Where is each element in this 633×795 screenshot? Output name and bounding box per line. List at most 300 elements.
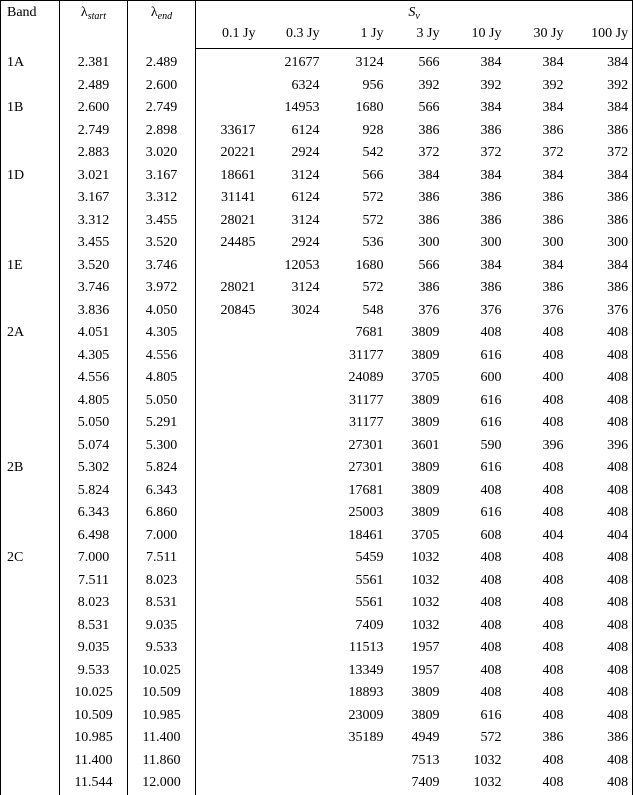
flux-value-cell: [196, 97, 260, 120]
flux-value-cell: 408: [568, 570, 633, 593]
band-cell: 1E: [1, 255, 60, 278]
band-cell: 2B: [1, 457, 60, 480]
flux-value-cell: 384: [480, 100, 502, 116]
lambda-end-cell: 10.025: [128, 660, 196, 683]
flux-value-cell: 12053: [284, 257, 320, 273]
band-cell: [1, 660, 60, 683]
flux-value-cell: [324, 772, 388, 795]
flux-value-cell: 23009: [348, 707, 384, 723]
flux-value-cell: [196, 637, 260, 660]
lambda-end-subscript: end: [157, 11, 173, 22]
flux-value-cell: 31177: [349, 347, 384, 363]
lambda-end-cell: 9.533: [128, 637, 196, 660]
flux-value-cell: 372: [418, 145, 440, 161]
table-row: [1, 547, 633, 570]
flux-value-cell: 384: [542, 100, 564, 116]
flux-value-cell: 21677: [284, 55, 320, 71]
lambda-end-cell: 3.020: [128, 142, 196, 165]
flux-value-cell: [260, 637, 324, 660]
flux-value-cell: 1032: [411, 550, 440, 566]
flux-value-cell: 2924: [291, 235, 320, 251]
flux-value-cell: [260, 345, 324, 368]
flux-value-cell: 18893: [348, 685, 384, 701]
lambda-start-symbol: λ: [80, 5, 88, 20]
table-row: [1, 165, 633, 188]
flux-value-cell: [196, 615, 260, 638]
lambda-end-cell: 3.455: [128, 210, 196, 233]
flux-value-cell: 6124: [291, 122, 320, 138]
band-cell: [1, 210, 60, 233]
flux-value-cell: [260, 390, 324, 413]
table-row: [1, 255, 633, 278]
header-flux-0-1jy: 0.1 Jy: [196, 26, 260, 49]
lambda-start-cell: 4.556: [60, 367, 128, 390]
flux-value-cell: 6324: [291, 77, 320, 93]
lambda-start-cell: 9.035: [60, 637, 128, 660]
table-row: [1, 682, 633, 705]
flux-value-cell: 386: [568, 727, 633, 750]
flux-value-cell: 408: [568, 390, 633, 413]
lambda-start-cell: 3.836: [60, 300, 128, 323]
band-cell: [1, 682, 60, 705]
flux-value-cell: 392: [568, 75, 633, 98]
lambda-end-cell: 12.000: [128, 772, 196, 795]
flux-value-cell: 384: [480, 257, 502, 273]
flux-value-cell: 616: [480, 505, 502, 521]
flux-value-cell: 408: [480, 685, 502, 701]
header-flux-30jy: 30 Jy: [506, 26, 568, 49]
flux-value-cell: 2924: [291, 145, 320, 161]
flux-value-cell: [196, 49, 260, 75]
band-cell: 1D: [1, 165, 60, 188]
flux-value-cell: 408: [568, 682, 633, 705]
flux-value-cell: 928: [362, 122, 384, 138]
flux-value-cell: 18661: [220, 167, 256, 183]
flux-value-cell: 376: [542, 302, 564, 318]
lambda-start-cell: 2.381: [60, 49, 128, 75]
flux-value-cell: 408: [542, 550, 564, 566]
flux-value-cell: 566: [418, 100, 440, 116]
table-row: [1, 345, 633, 368]
flux-value-cell: 3124: [291, 167, 320, 183]
flux-value-cell: 3705: [411, 527, 440, 543]
lambda-start-cell: 7.000: [60, 547, 128, 570]
band-cell: [1, 480, 60, 503]
table-row: [1, 705, 633, 728]
flux-value-cell: 386: [542, 122, 564, 138]
flux-value-cell: [196, 435, 260, 458]
flux-value-cell: 408: [480, 482, 502, 498]
flux-value-cell: 300: [542, 235, 564, 251]
flux-value-cell: 408: [568, 750, 633, 773]
flux-value-cell: 1032: [473, 752, 502, 768]
flux-value-cell: 3705: [411, 370, 440, 386]
flux-value-cell: [196, 367, 260, 390]
flux-value-cell: 13349: [348, 662, 384, 678]
lambda-start-cell: 2.749: [60, 120, 128, 143]
flux-value-cell: [260, 457, 324, 480]
flux-value-cell: 408: [542, 617, 564, 633]
lambda-end-cell: 4.050: [128, 300, 196, 323]
flux-value-cell: 566: [418, 257, 440, 273]
lambda-end-cell: 5.300: [128, 435, 196, 458]
flux-value-cell: 3124: [355, 55, 384, 71]
lambda-end-cell: 8.023: [128, 570, 196, 593]
lambda-end-cell: 3.520: [128, 232, 196, 255]
lambda-end-cell: 11.860: [128, 750, 196, 773]
flux-value-cell: 384: [480, 167, 502, 183]
flux-value-cell: 20845: [220, 302, 256, 318]
flux-value-cell: 392: [542, 77, 564, 93]
flux-value-cell: 536: [362, 235, 384, 251]
band-cell: [1, 142, 60, 165]
flux-value-cell: 408: [480, 617, 502, 633]
flux-value-cell: 28021: [220, 212, 256, 228]
band-cell: [1, 75, 60, 98]
flux-value-cell: 5561: [355, 595, 384, 611]
lambda-start-cell: 3.312: [60, 210, 128, 233]
flux-value-cell: 1957: [411, 640, 440, 656]
lambda-start-cell: 3.167: [60, 187, 128, 210]
flux-value-cell: 3601: [411, 437, 440, 453]
flux-value-cell: 18461: [348, 527, 384, 543]
flux-value-cell: 7681: [355, 325, 384, 341]
lambda-start-cell: 8.023: [60, 592, 128, 615]
table-row: [1, 367, 633, 390]
flux-value-cell: 376: [418, 302, 440, 318]
flux-value-cell: 396: [542, 437, 564, 453]
band-cell: [1, 637, 60, 660]
lambda-end-cell: 11.400: [128, 727, 196, 750]
lambda-end-cell: 10.509: [128, 682, 196, 705]
flux-value-cell: 572: [480, 730, 502, 746]
flux-value-cell: [196, 75, 260, 98]
flux-value-cell: 392: [418, 77, 440, 93]
band-cell: 2C: [1, 547, 60, 570]
flux-value-cell: 300: [568, 232, 633, 255]
band-cell: [1, 300, 60, 323]
flux-value-cell: [260, 435, 324, 458]
flux-value-cell: 27301: [348, 460, 384, 476]
lambda-end-symbol: λ: [150, 5, 158, 20]
flux-value-cell: 300: [418, 235, 440, 251]
flux-value-cell: 408: [542, 595, 564, 611]
flux-value-cell: 384: [568, 49, 633, 75]
band-cell: 1B: [1, 97, 60, 120]
flux-value-cell: 1032: [411, 572, 440, 588]
flux-value-cell: 548: [362, 302, 384, 318]
flux-value-cell: 3809: [411, 460, 440, 476]
band-cell: [1, 705, 60, 728]
lambda-end-cell: 7.511: [128, 547, 196, 570]
flux-value-cell: [196, 705, 260, 728]
lambda-start-cell: 11.400: [60, 750, 128, 773]
flux-value-cell: 386: [418, 190, 440, 206]
band-cell: [1, 120, 60, 143]
table-body: [1, 49, 633, 795]
flux-value-cell: [196, 547, 260, 570]
flux-value-cell: 7513: [411, 752, 440, 768]
flux-value-cell: 31141: [221, 190, 256, 206]
flux-value-cell: 1032: [473, 775, 502, 791]
flux-value-cell: 408: [542, 415, 564, 431]
band-cell: [1, 277, 60, 300]
lambda-end-cell: 2.600: [128, 75, 196, 98]
table-row: [1, 637, 633, 660]
lambda-start-cell: 6.498: [60, 525, 128, 548]
flux-value-cell: 542: [362, 145, 384, 161]
table-row: [1, 277, 633, 300]
lambda-end-cell: 3.972: [128, 277, 196, 300]
band-cell: 1A: [1, 49, 60, 75]
flux-value-cell: [196, 390, 260, 413]
flux-value-cell: [196, 255, 260, 278]
lambda-end-cell: 9.035: [128, 615, 196, 638]
flux-value-cell: 3124: [291, 280, 320, 296]
flux-value-cell: 3124: [291, 212, 320, 228]
flux-value-cell: 384: [568, 165, 633, 188]
flux-value-cell: 404: [568, 525, 633, 548]
flux-value-cell: 384: [568, 255, 633, 278]
flux-value-cell: 386: [542, 212, 564, 228]
flux-value-cell: 4949: [411, 730, 440, 746]
flux-symbol: S: [408, 5, 416, 20]
flux-value-cell: 31177: [349, 415, 384, 431]
table-row: [1, 457, 633, 480]
flux-value-cell: 27301: [348, 437, 384, 453]
flux-value-cell: 408: [568, 367, 633, 390]
flux-value-cell: [260, 367, 324, 390]
flux-value-cell: 408: [542, 640, 564, 656]
flux-value-cell: 590: [480, 437, 502, 453]
flux-value-cell: 7409: [411, 775, 440, 791]
flux-value-cell: 20221: [220, 145, 256, 161]
flux-value-cell: 386: [542, 280, 564, 296]
lambda-start-cell: 4.805: [60, 390, 128, 413]
flux-value-cell: 376: [480, 302, 502, 318]
flux-value-cell: [196, 570, 260, 593]
flux-value-cell: 31177: [349, 392, 384, 408]
lambda-end-cell: 4.805: [128, 367, 196, 390]
flux-value-cell: 408: [542, 572, 564, 588]
flux-value-cell: [196, 322, 260, 345]
lambda-end-cell: 8.531: [128, 592, 196, 615]
flux-value-cell: 3809: [411, 392, 440, 408]
flux-value-cell: [196, 592, 260, 615]
flux-value-cell: 24485: [220, 235, 256, 251]
band-cell: [1, 435, 60, 458]
lambda-start-cell: 2.600: [60, 97, 128, 120]
flux-value-cell: 1032: [411, 617, 440, 633]
flux-value-cell: 384: [542, 167, 564, 183]
flux-value-cell: [260, 322, 324, 345]
lambda-start-cell: 9.533: [60, 660, 128, 683]
flux-value-cell: 386: [418, 280, 440, 296]
lambda-end-cell: 6.860: [128, 502, 196, 525]
flux-value-cell: 1032: [411, 595, 440, 611]
flux-value-cell: 400: [542, 370, 564, 386]
flux-value-cell: 384: [480, 55, 502, 71]
flux-value-cell: 600: [480, 370, 502, 386]
flux-value-cell: 572: [362, 190, 384, 206]
flux-value-cell: 408: [568, 502, 633, 525]
flux-value-cell: 408: [542, 707, 564, 723]
flux-value-cell: 384: [542, 257, 564, 273]
lambda-end-cell: 5.291: [128, 412, 196, 435]
flux-value-cell: 3809: [411, 505, 440, 521]
lambda-start-cell: 10.985: [60, 727, 128, 750]
flux-value-cell: [196, 772, 260, 795]
flux-value-cell: 11513: [349, 640, 384, 656]
flux-value-cell: 5561: [355, 572, 384, 588]
flux-value-cell: 386: [418, 212, 440, 228]
lambda-start-cell: 10.025: [60, 682, 128, 705]
flux-value-cell: [196, 682, 260, 705]
flux-value-cell: 408: [542, 482, 564, 498]
table-row: [1, 615, 633, 638]
flux-value-cell: 386: [480, 190, 502, 206]
lambda-start-cell: 3.746: [60, 277, 128, 300]
flux-value-cell: 372: [568, 142, 633, 165]
flux-value-cell: 3809: [411, 415, 440, 431]
flux-value-cell: [196, 457, 260, 480]
flux-value-cell: 408: [568, 592, 633, 615]
flux-value-cell: 408: [568, 615, 633, 638]
flux-value-cell: 408: [542, 662, 564, 678]
flux-value-cell: 956: [362, 77, 384, 93]
flux-value-cell: 408: [568, 412, 633, 435]
lambda-end-cell: 7.000: [128, 525, 196, 548]
flux-value-cell: 33617: [220, 122, 256, 138]
flux-subscript: ν: [415, 11, 420, 22]
table-row: [1, 412, 633, 435]
band-cell: [1, 232, 60, 255]
flux-value-cell: 408: [480, 595, 502, 611]
lambda-end-cell: 2.489: [128, 49, 196, 75]
header-lambda-start: [60, 1, 128, 49]
flux-value-cell: 408: [542, 460, 564, 476]
flux-value-cell: 1680: [355, 257, 384, 273]
band-cell: [1, 187, 60, 210]
lambda-end-cell: 4.556: [128, 345, 196, 368]
lambda-end-cell: 2.898: [128, 120, 196, 143]
flux-value-cell: 396: [568, 435, 633, 458]
band-cell: [1, 772, 60, 795]
lambda-start-cell: 5.824: [60, 480, 128, 503]
flux-value-cell: 408: [480, 640, 502, 656]
header-flux-density: [196, 1, 633, 27]
flux-value-cell: 376: [568, 300, 633, 323]
header-flux-3jy: 3 Jy: [388, 26, 444, 49]
table-row: [1, 772, 633, 795]
table-row: [1, 49, 633, 75]
table-row: [1, 525, 633, 548]
flux-value-cell: [260, 727, 324, 750]
flux-value-cell: 17681: [348, 482, 384, 498]
flux-value-cell: [260, 570, 324, 593]
lambda-start-cell: 5.302: [60, 457, 128, 480]
flux-value-cell: 572: [362, 212, 384, 228]
band-cell: [1, 502, 60, 525]
lambda-start-cell: 3.520: [60, 255, 128, 278]
flux-value-cell: 616: [480, 347, 502, 363]
flux-value-cell: 384: [542, 55, 564, 71]
flux-value-cell: 608: [480, 527, 502, 543]
table-row: [1, 750, 633, 773]
band-cell: [1, 345, 60, 368]
flux-value-cell: [260, 705, 324, 728]
flux-value-cell: 25003: [348, 505, 384, 521]
flux-value-cell: 386: [480, 280, 502, 296]
flux-value-cell: 24089: [348, 370, 384, 386]
table-row: [1, 660, 633, 683]
flux-value-cell: 408: [480, 325, 502, 341]
table-row: [1, 592, 633, 615]
flux-value-cell: 408: [568, 705, 633, 728]
flux-value-cell: 3024: [291, 302, 320, 318]
band-cell: 2A: [1, 322, 60, 345]
flux-value-cell: 372: [542, 145, 564, 161]
flux-value-cell: 408: [480, 572, 502, 588]
lambda-start-cell: 7.511: [60, 570, 128, 593]
header-flux-0-3jy: 0.3 Jy: [260, 26, 324, 49]
table-row: [1, 232, 633, 255]
table-row: [1, 502, 633, 525]
lambda-end-cell: 5.050: [128, 390, 196, 413]
flux-value-cell: 616: [480, 460, 502, 476]
flux-value-cell: 392: [480, 77, 502, 93]
flux-value-cell: [260, 412, 324, 435]
flux-value-cell: 616: [480, 392, 502, 408]
table-row: [1, 75, 633, 98]
flux-value-cell: [260, 525, 324, 548]
flux-value-cell: 386: [418, 122, 440, 138]
flux-value-cell: 404: [542, 527, 564, 543]
band-cell: [1, 390, 60, 413]
flux-value-cell: 3809: [411, 707, 440, 723]
flux-value-cell: 408: [542, 505, 564, 521]
lambda-start-cell: 10.509: [60, 705, 128, 728]
flux-value-cell: 408: [542, 685, 564, 701]
lambda-start-cell: 5.074: [60, 435, 128, 458]
band-cell: [1, 615, 60, 638]
flux-value-cell: 35189: [348, 730, 384, 746]
flux-value-cell: 408: [542, 392, 564, 408]
lambda-start-subscript: start: [87, 11, 107, 22]
flux-value-cell: 386: [568, 210, 633, 233]
header-flux-10jy: 10 Jy: [444, 26, 506, 49]
flux-value-cell: [196, 750, 260, 773]
lambda-start-cell: 11.544: [60, 772, 128, 795]
lambda-end-cell: 3.746: [128, 255, 196, 278]
flux-value-cell: 3809: [411, 685, 440, 701]
lambda-start-cell: 6.343: [60, 502, 128, 525]
table-row: [1, 120, 633, 143]
flux-value-cell: 572: [362, 280, 384, 296]
flux-value-cell: [260, 502, 324, 525]
flux-value-cell: 386: [542, 730, 564, 746]
flux-value-cell: 14953: [284, 100, 320, 116]
flux-value-cell: [260, 592, 324, 615]
flux-value-cell: 3809: [411, 347, 440, 363]
flux-value-cell: 408: [568, 637, 633, 660]
header-flux-100jy: 100 Jy: [568, 26, 633, 49]
flux-value-cell: 408: [568, 772, 633, 795]
lambda-start-cell: 4.305: [60, 345, 128, 368]
flux-value-cell: 408: [542, 347, 564, 363]
flux-value-cell: [196, 412, 260, 435]
flux-value-cell: 386: [480, 212, 502, 228]
